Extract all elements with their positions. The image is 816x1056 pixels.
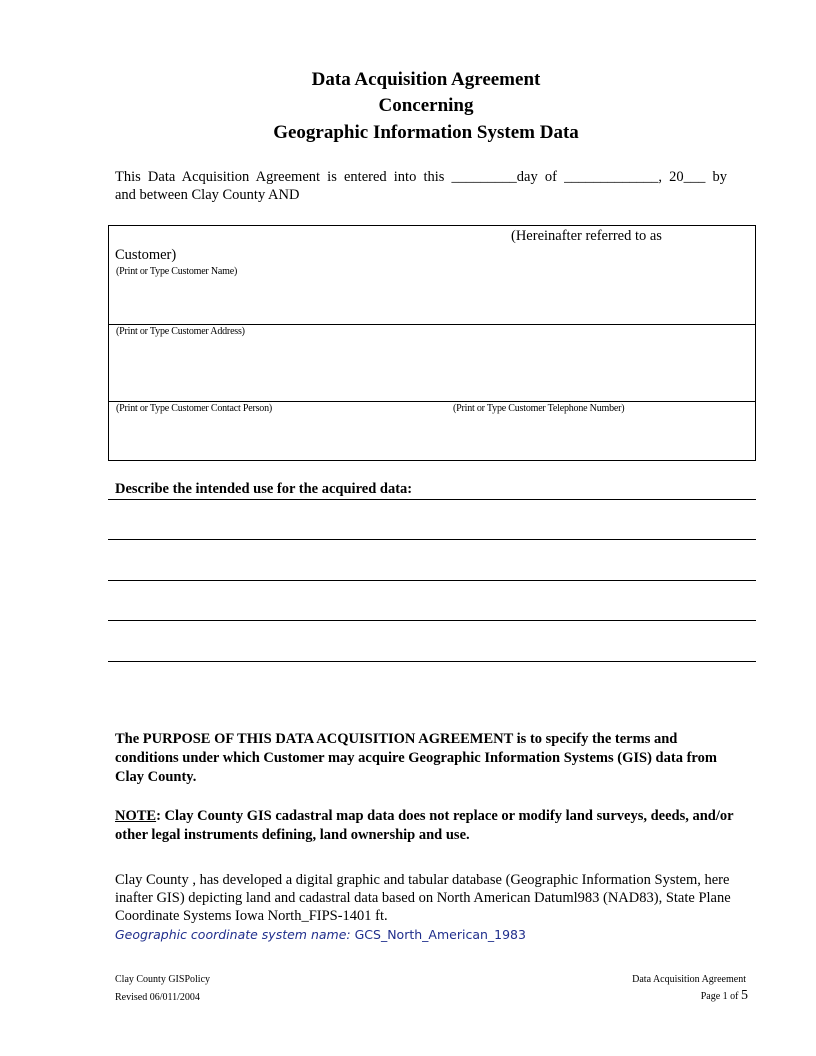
hereinafter-text: (Hereinafter referred to as [511,228,662,244]
footer-policy: Clay County GISPolicy [115,974,211,985]
purpose-paragraph: The PURPOSE OF THIS DATA ACQUISITION AGREEMENT is to specify the terms and conditions under which Customer may acquire Geographic Information Systems (GIS) data from Clay County. [115,731,717,785]
page-total: 5 [741,988,748,1003]
footer-doc-title: Data Acquisition Agreement [632,974,746,985]
customer-phone-label: (Print or Type Customer Telephone Number) [453,403,625,414]
note-paragraph [115,807,735,845]
footer-revised: Revised 06/011/2004 [115,992,200,1003]
customer-name-label: (Print or Type Customer Name) [116,266,238,277]
customer-text: Customer) [115,247,177,263]
intended-use-line[interactable] [108,539,756,540]
coordinate-system-label: Geographic coordinate system name: [115,927,351,942]
coordinate-system-value: GCS_North_American_1983 [354,927,526,942]
customer-name-field[interactable] [108,225,756,325]
document-subtitle-2: Geographic Information System Data [273,122,579,143]
intro-line-2: and between Clay County AND [115,187,300,203]
intended-use-heading: Describe the intended use for the acquired data: [115,481,413,497]
document-subtitle: Concerning [378,95,474,116]
note-text: : Clay County GIS cadastral map data does not replace or modify land surveys, deeds, and/or other legal instruments defining, land ownership and use. [115,808,734,843]
description-paragraph: Clay County , has developed a digital graphic and tabular database (Geographic Information System, here inafter GIS) depicting land and cadastral data based on North American Datuml983 (NAD83), State Plane Coordinate Systems Iowa North_FIPS-1401 ft. [115,872,731,924]
note-label: NOTE [115,808,157,824]
intended-use-line[interactable] [108,661,756,662]
customer-contact-field[interactable] [108,401,756,461]
customer-address-label: (Print or Type Customer Address) [116,326,245,337]
intended-use-line[interactable] [108,580,756,581]
intended-use-line[interactable] [108,620,756,621]
footer-page-number [701,988,748,1004]
page-prefix: Page 1 of [700,991,741,1002]
intended-use-line[interactable] [108,499,756,500]
document-title: Data Acquisition Agreement [311,69,541,90]
customer-address-field[interactable] [108,324,756,402]
intro-line-1: This Data Acquisition Agreement is entered into this _________day of _____________, 20___ by [115,169,727,185]
customer-contact-label: (Print or Type Customer Contact Person) [116,403,273,414]
coordinate-system-line [115,927,526,942]
